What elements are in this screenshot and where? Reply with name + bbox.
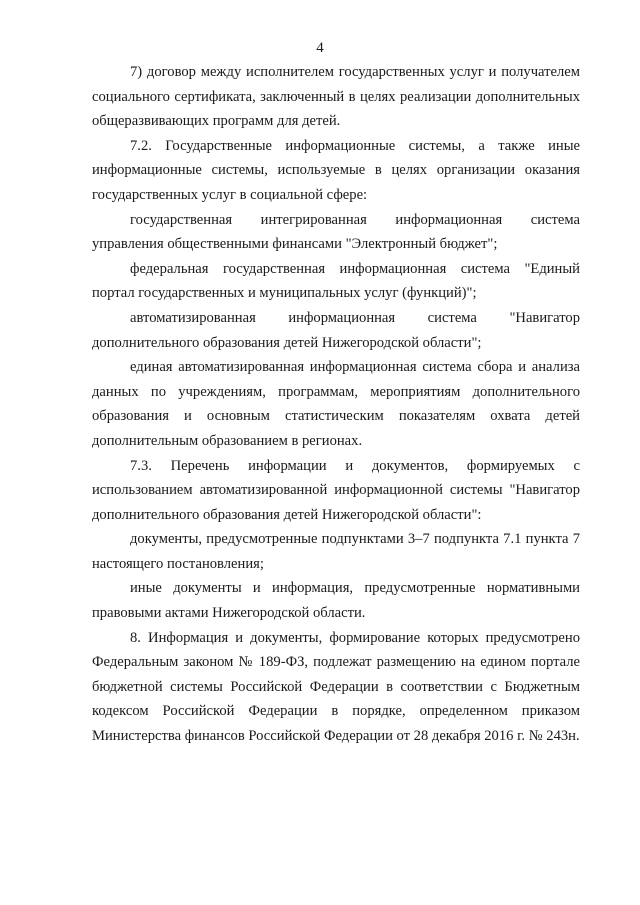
list-item-navigator-system: автоматизированная информационная система "Навигатор дополнительного образования детей Нижегородской области"; <box>92 309 580 351</box>
paragraph-7-3-documents-list: 7.3. Перечень информации и документов, формируемых с использованием автоматизированной информационной системы "Навигатор дополнительного образования детей Нижегородской области": <box>92 457 580 523</box>
document-body <box>92 60 580 749</box>
list-item-documents-subpoints: документы, предусмотренные подпунктами 3–7 подпункта 7.1 пункта 7 настоящего постановления; <box>92 531 580 572</box>
paragraph-item-7-contract: 7) договор между исполнителем государственных услуг и получателем социального сертификата, заключенный в целях реализации дополнительных общеразвивающих программ для детей. <box>92 64 580 130</box>
list-item-electronic-budget: государственная интегрированная информационная система управления общественными финансами "Электронный бюджет"; <box>92 211 580 253</box>
list-item-other-documents: иные документы и информация, предусмотренные нормативными правовыми актами Нижегородской области. <box>92 580 580 622</box>
paragraph-8-publication: 8. Информация и документы, формирование которых предусмотрено Федеральным законом № 189-ФЗ, подлежат размещению на едином портале бюджетной системы Российской Федерации в соответствии с Бюджетным кодексом Российской Федерации в порядке, определенном приказом Министерства финансов Российской Федерации от 28 декабря 2016 г. № 243н. <box>92 629 580 745</box>
paragraph-7-2-info-systems: 7.2. Государственные информационные системы, а также иные информационные системы, используемые в целях организации оказания государственных услуг в социальной сфере: <box>92 137 580 203</box>
page-number: 4 <box>316 40 324 56</box>
list-item-unified-automated-system: единая автоматизированная информационная система сбора и анализа данных по учреждениям, программам, мероприятиям дополнительного образования и основным статистическим показателям охвата детей дополнительным образованием в регионах. <box>92 359 580 449</box>
list-item-unified-portal: федеральная государственная информационная система "Единый портал государственных и муниципальных услуг (функций)"; <box>92 260 580 302</box>
